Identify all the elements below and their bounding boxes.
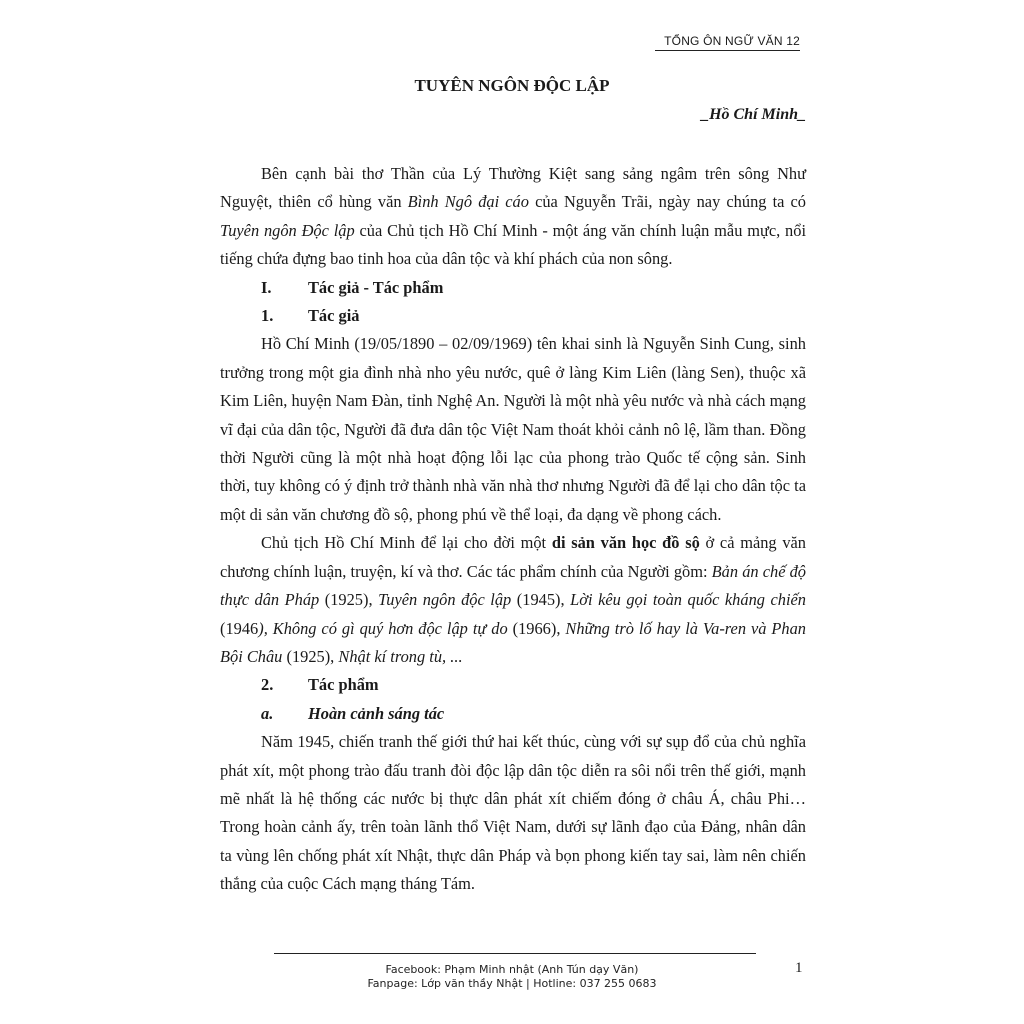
legacy-text-6: (1966), — [507, 618, 566, 638]
subsection-heading-tac-gia — [220, 302, 806, 330]
subsection-number: a. — [261, 703, 274, 723]
legacy-text-5: (1946 — [220, 618, 259, 638]
legacy-work-4: ), Không có gì quý hơn độc lập tự do — [258, 618, 508, 638]
intro-text-1: Bên cạnh bài thơ Thần của Lý Thường Kiệt sang sảng ngâm trên sông Như Nguyệt, thiên cổ hùng văn — [220, 164, 806, 212]
subsection-number: 2. — [261, 675, 274, 695]
subsection-label: Tác phẩm — [308, 675, 379, 695]
subsection-heading-hoan-canh — [220, 700, 806, 728]
legacy-work-6: Nhật kí trong tù, ... — [338, 646, 463, 666]
document-title: TUYÊN NGÔN ĐỘC LẬP — [414, 76, 610, 95]
subsection-label: Tác giả — [308, 306, 360, 326]
footer-facebook: Facebook: Phạm Minh nhật (Anh Tún dạy Văn) — [385, 963, 639, 976]
legacy-text-1: Chủ tịch Hồ Chí Minh để lại cho đời một — [261, 533, 552, 553]
legacy-text-7: (1925), — [282, 646, 339, 666]
legacy-work-3: Lời kêu gọi toàn quốc kháng chiến — [570, 590, 806, 610]
page-number: 1 — [795, 960, 803, 976]
intro-text-3: của Chủ tịch Hồ Chí Minh - một áng văn chính luận mẫu mực, nổi tiếng chứa đựng bao tinh hoa của dân tộc và khí phách của non sông. — [220, 220, 807, 269]
legacy-text-3: (1925), — [319, 590, 379, 610]
subsection-number: 1. — [261, 306, 274, 326]
legacy-text-2: ở cả mảng văn chương chính luận, truyện, kí và thơ. Các tác phẩm chính của Người gồm: — [220, 533, 806, 581]
legacy-work-2: Tuyên ngôn độc lập — [378, 590, 512, 610]
author-bio-paragraph: Hồ Chí Minh (19/05/1890 – 02/09/1969) tên khai sinh là Nguyễn Sinh Cung, sinh trưởng trong một gia đình nhà nho yêu nước, quê ở làng Kim Liên (làng Sen), thuộc xã Kim Liên, huyện Nam Đàn, tỉnh Nghệ An. Người là một nhà yêu nước và nhà cách mạng vĩ đại của dân tộc, Người đã đưa dân tộc Việt Nam thoát khỏi cảnh nô lệ, lầm than. Đồng thời Người cũng là một nhà hoạt động lỗi lạc của phong trào Quốc tế cộng sản. Sinh thời, tuy không có ý định trở thành nhà văn nhà thơ nhưng Người đã để lại cho dân tộc ta một di sản văn chương đồ sộ, phong phú về thể loại, đa dạng về phong cách. — [220, 334, 806, 524]
legacy-work-5: Những trò lố hay là Va-ren và Phan Bội Châu — [220, 618, 807, 666]
running-header: TỔNG ÔN NGỮ VĂN 12 — [655, 34, 800, 51]
intro-paragraph — [220, 160, 806, 274]
author-name: _Hồ Chí Minh_ — [701, 106, 806, 123]
legacy-bold-phrase: di sản văn học đồ sộ — [551, 533, 700, 553]
legacy-text-4: (1945), — [511, 590, 571, 610]
section-label: Tác giả - Tác phẩm — [308, 277, 444, 297]
subsection-label: Hoàn cảnh sáng tác — [308, 703, 445, 723]
intro-work-tuyen-ngon: Tuyên ngôn Độc lập — [220, 220, 355, 240]
section-number: I. — [261, 277, 272, 297]
intro-work-binh-ngo: Bình Ngô đại cáo — [407, 192, 529, 212]
document-body — [220, 160, 806, 899]
subsection-heading-tac-pham — [220, 671, 806, 699]
legacy-paragraph — [220, 529, 806, 671]
legacy-work-1: Bản án chế độ thực dân Pháp — [220, 561, 806, 610]
intro-text-2: của Nguyễn Trãi, ngày nay chúng ta có — [528, 192, 807, 212]
context-paragraph: Năm 1945, chiến tranh thế giới thứ hai kết thúc, cùng với sự sụp đổ của chủ nghĩa phát xít, một phong trào đấu tranh đòi độc lập dân tộc diễn ra sôi nổi trên thế giới, mạnh mẽ nhất là hệ thống các nước bị thực dân phát xít chiếm đóng ở châu Á, châu Phi…Trong hoàn cảnh ấy, trên toàn lãnh thổ Việt Nam, dưới sự lãnh đạo của Đảng, nhân dân ta vùng lên chống phát xít Nhật, thực dân Pháp và bọn phong kiến tay sai, làm nên chiến thắng của cuộc Cách mạng tháng Tám. — [220, 732, 806, 894]
footer-divider — [274, 953, 756, 954]
section-heading-1 — [220, 274, 806, 302]
footer-fanpage-hotline: Fanpage: Lớp văn thầy Nhật | Hotline: 037 255 0683 — [367, 977, 657, 990]
